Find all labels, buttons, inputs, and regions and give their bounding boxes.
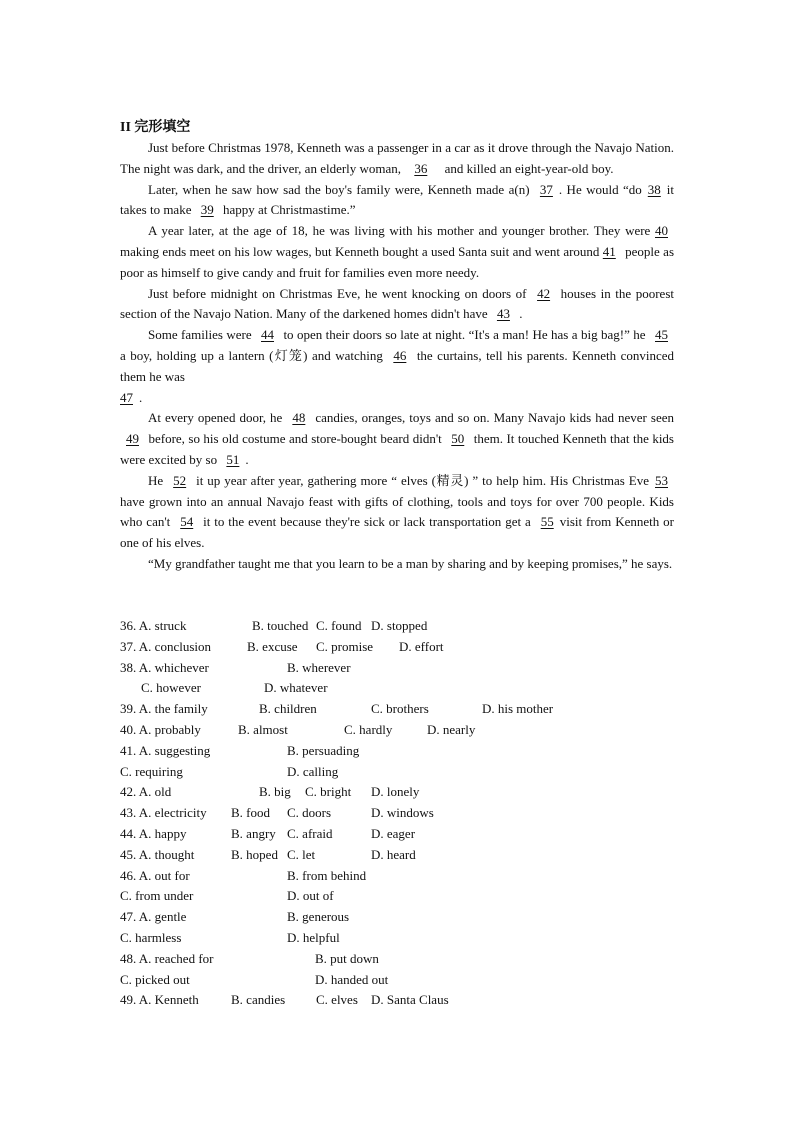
option-row: [120, 637, 674, 658]
option-choice[interactable]: 49. A. Kenneth: [120, 992, 199, 1008]
option-choice[interactable]: 44. A. happy: [120, 825, 187, 841]
text: a boy, holding up a lantern (灯笼) and watching: [120, 347, 388, 363]
text: have grown into an annual Navajo feast with gifts of clothing, tools and toys for over 700 people. Kids who can't: [120, 493, 674, 530]
blank-50[interactable]: 50: [451, 431, 465, 447]
option-choice[interactable]: 41. A. suggesting: [120, 742, 211, 758]
paragraph-7: [120, 408, 674, 470]
paragraph-4: [120, 284, 674, 326]
paragraph-9: [120, 554, 674, 575]
paragraph-3: [120, 221, 674, 283]
option-choice[interactable]: B. from behind: [287, 867, 367, 883]
option-choice[interactable]: D. whatever: [264, 680, 328, 696]
option-choice[interactable]: B. excuse: [247, 638, 298, 654]
answer-options: [120, 616, 674, 1011]
blank-36[interactable]: 36: [414, 160, 428, 176]
blank-37[interactable]: 37: [539, 181, 553, 197]
section-title: II 完形填空: [120, 120, 191, 135]
text: visit from Kenneth or one of his elves.: [120, 514, 674, 551]
option-choice[interactable]: 38. A. whichever: [120, 659, 209, 675]
option-choice[interactable]: 39. A. the family: [120, 701, 208, 717]
option-row: [120, 720, 674, 741]
option-row: [120, 845, 674, 866]
option-choice[interactable]: B. persuading: [287, 742, 360, 758]
text: making ends meet on his low wages, but Kenneth bought a used Santa suit and went around: [120, 243, 603, 259]
option-row: [120, 907, 674, 928]
option-choice[interactable]: B. generous: [287, 909, 350, 925]
text: it up year after year, gathering more “ elves (精灵) ” to help him. His Christmas Eve: [192, 472, 649, 488]
option-row: [120, 886, 674, 907]
option-row: [120, 678, 674, 699]
option-choice[interactable]: C. harmless: [120, 929, 182, 945]
paragraph-5: [120, 325, 674, 387]
cloze-passage: [120, 138, 674, 575]
text: .: [515, 306, 523, 322]
option-choice[interactable]: C. from under: [120, 888, 194, 904]
blank-52[interactable]: 52: [173, 472, 187, 488]
option-row: [120, 699, 674, 720]
option-choice[interactable]: C. found: [316, 618, 362, 633]
text: it to the event because they're sick or lack transportation get a: [199, 514, 535, 530]
option-choice[interactable]: C. promise: [316, 638, 374, 654]
blank-54[interactable]: 54: [180, 514, 194, 530]
text: Some families were: [148, 327, 256, 343]
option-choice[interactable]: B. angry: [231, 825, 276, 841]
option-choice[interactable]: B. wherever: [287, 659, 351, 675]
option-row: [120, 928, 674, 949]
option-row: [120, 990, 674, 1011]
option-choice[interactable]: D. windows: [371, 805, 434, 821]
text: .: [139, 389, 143, 405]
option-row: [120, 866, 674, 887]
text: candies, oranges, toys and so on. Many Navajo kids had never seen: [311, 410, 675, 426]
option-choice[interactable]: B. touched: [252, 618, 309, 633]
text: people as poor as himself to give candy and fruit for families even more needy.: [120, 243, 674, 280]
text: and killed an eight-year-old boy.: [441, 160, 614, 176]
text: “My grandfather taught me that you learn to be a man by sharing and by keeping promises,” he says.: [148, 555, 673, 571]
blank-45[interactable]: 45: [655, 327, 668, 343]
blank-48[interactable]: 48: [292, 410, 306, 426]
option-choice[interactable]: 43. A. electricity: [120, 805, 207, 821]
text: .: [245, 451, 249, 467]
option-choice[interactable]: 42. A. old: [120, 784, 172, 800]
option-row: [120, 949, 674, 970]
option-choice[interactable]: D. his mother: [482, 701, 554, 717]
option-choice[interactable]: B. food: [231, 805, 270, 821]
option-choice[interactable]: D. lonely: [371, 784, 420, 800]
option-row: [120, 824, 674, 845]
blank-38[interactable]: 38: [647, 181, 661, 197]
text: houses in the poorest section of the Navajo Nation. Many of the darkened homes didn't have: [120, 285, 674, 322]
option-choice[interactable]: C. doors: [287, 805, 332, 821]
text: to open their doors so late at night. “It's a man! He has a big bag!” he: [280, 327, 649, 343]
option-choice[interactable]: 37. A. conclusion: [120, 638, 211, 654]
option-row: [120, 741, 674, 762]
option-choice[interactable]: D. Santa Claus: [371, 992, 449, 1008]
option-choice[interactable]: B. put down: [315, 950, 379, 966]
text: At every opened door, he: [148, 410, 287, 426]
option-choice[interactable]: D. stopped: [371, 618, 428, 633]
option-choice[interactable]: 46. A. out for: [120, 867, 190, 883]
blank-42[interactable]: 42: [537, 285, 551, 301]
option-choice[interactable]: D. eager: [371, 825, 416, 841]
blank-39[interactable]: 39: [200, 202, 214, 218]
option-choice[interactable]: C. brothers: [371, 701, 429, 717]
option-row: [120, 803, 674, 824]
text: He: [148, 472, 168, 488]
option-choice[interactable]: C. hardly: [344, 721, 393, 737]
option-choice[interactable]: D. nearly: [427, 721, 476, 737]
blank-55[interactable]: 55: [540, 514, 554, 530]
paragraph-6: [120, 388, 674, 409]
option-choice[interactable]: 36. A. struck: [120, 618, 187, 633]
text: Just before midnight on Christmas Eve, he went knocking on doors of: [148, 285, 532, 301]
option-choice[interactable]: B. big: [259, 784, 291, 800]
text: happy at Christmastime.”: [219, 202, 356, 218]
option-choice[interactable]: C. picked out: [120, 971, 190, 987]
option-choice[interactable]: B. candies: [231, 992, 286, 1008]
option-choice[interactable]: C. afraid: [287, 825, 333, 841]
option-choice[interactable]: D. handed out: [315, 971, 389, 987]
option-choice[interactable]: D. effort: [399, 638, 444, 654]
option-choice[interactable]: 47. A. gentle: [120, 909, 187, 925]
blank-53[interactable]: 53: [655, 472, 668, 488]
blank-44[interactable]: 44: [261, 327, 275, 343]
option-row: [120, 762, 674, 783]
option-choice[interactable]: 40. A. probably: [120, 721, 201, 737]
option-choice[interactable]: D. out of: [287, 888, 334, 904]
blank-47[interactable]: 47: [120, 389, 133, 405]
option-choice[interactable]: C. let: [287, 846, 316, 862]
paragraph-1: [120, 138, 674, 180]
option-choice[interactable]: 48. A. reached for: [120, 950, 214, 966]
option-choice[interactable]: C. however: [141, 680, 201, 696]
option-choice[interactable]: D. heard: [371, 846, 416, 862]
text: Just before Christmas 1978, Kenneth was a passenger in a car as it drove through the Navajo Nation. The night was dark, and the driver, an elderly woman,: [120, 140, 674, 176]
option-choice[interactable]: 45. A. thought: [120, 846, 195, 862]
option-row: [120, 616, 674, 637]
option-choice[interactable]: B. almost: [238, 721, 288, 737]
paragraph-8: [120, 471, 674, 554]
option-choice[interactable]: C. bright: [305, 784, 352, 800]
text: the curtains, tell his parents. Kenneth convinced them he was: [120, 347, 675, 384]
blank-51[interactable]: 51: [226, 451, 240, 467]
paragraph-2: [120, 180, 674, 222]
option-choice[interactable]: C. elves: [316, 992, 358, 1008]
blank-43[interactable]: 43: [496, 306, 510, 322]
blank-40[interactable]: 40: [655, 223, 668, 239]
text: it takes to make: [120, 181, 675, 218]
option-row: [120, 782, 674, 803]
option-choice[interactable]: C. requiring: [120, 763, 183, 779]
option-choice[interactable]: D. helpful: [287, 929, 340, 945]
blank-49[interactable]: 49: [126, 431, 139, 447]
option-row: [120, 658, 674, 679]
option-choice[interactable]: B. hoped: [231, 846, 278, 862]
option-row: [120, 970, 674, 991]
blank-46[interactable]: 46: [393, 347, 407, 363]
text: Later, when he saw how sad the boy's family were, Kenneth made a(n): [148, 181, 534, 197]
text: them. It touched Kenneth that the kids were excited by so: [120, 431, 674, 467]
text: A year later, at the age of 18, he was living with his mother and younger brother. They were: [148, 223, 655, 239]
text: . He would “do: [558, 181, 642, 197]
option-choice[interactable]: D. calling: [287, 763, 339, 779]
blank-41[interactable]: 41: [602, 243, 616, 259]
text: before, so his old costume and store-bought beard didn't: [145, 431, 446, 447]
option-choice[interactable]: B. children: [259, 701, 317, 717]
